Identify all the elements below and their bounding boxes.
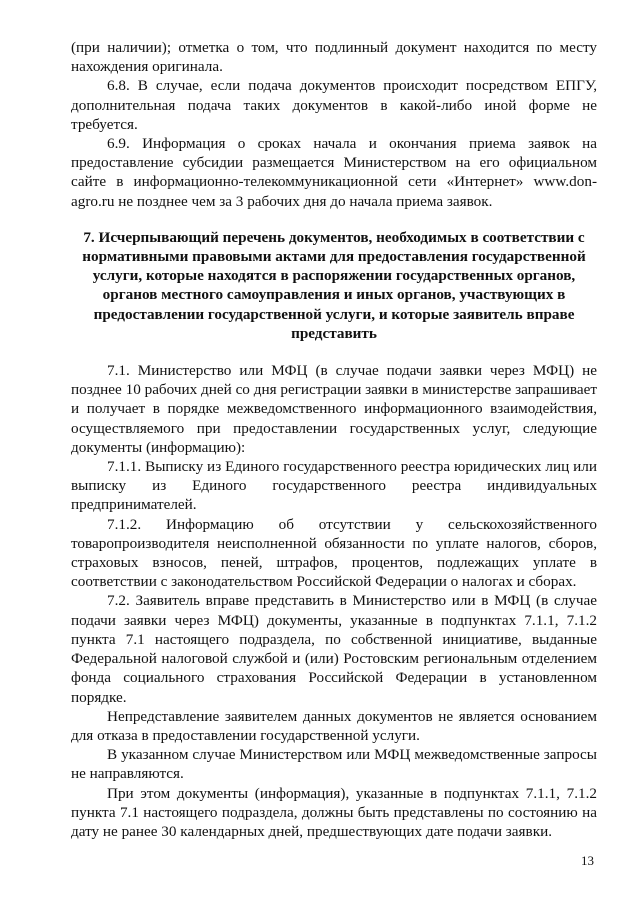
- paragraph-continuation: (при наличии); отметка о том, что подлинный документ находится по месту нахождения оригинала.: [71, 39, 597, 76]
- paragraph-7-1-1: 7.1.1. Выписку из Единого государственного реестра юридических лиц или выписку из Единого государственного реестра индивидуальных предпринимателей.: [71, 458, 597, 514]
- paragraph-6-9: 6.9. Информация о сроках начала и окончания приема заявок на предоставление субсидии размещается Министерством на его официальном сайте в информационно-телекоммуникационной сети «Интернет» www.don-agro.ru не позднее чем за 3 рабочих дня до начала приема заявок.: [71, 135, 597, 210]
- paragraph-7-1-2: 7.1.2. Информацию об отсутствии у сельскохозяйственного товаропроизводителя неисполненной обязанности по уплате налогов, сборов, страховых взносов, пеней, штрафов, процентов, подлежащих уплате в соответствии с законодательством Российской Федерации о налогах и сборах.: [71, 515, 597, 591]
- paragraph-date-requirement: При этом документы (информация), указанные в подпунктах 7.1.1, 7.1.2 пункта 7.1 настоящего подраздела, должны быть представлены по состоянию на дату не ранее 30 календарных дней, предшествующих дате подачи заявки.: [71, 784, 597, 840]
- paragraph-no-requests: В указанном случае Министерством или МФЦ межведомственные запросы не направляются.: [71, 746, 597, 783]
- paragraph-7-2: 7.2. Заявитель вправе представить в Министерство или в МФЦ (в случае подачи заявки через МФЦ) документы, указанные в подпунктах 7.1.1, 7.1.2 пункта 7.1 настоящего подраздела, по собственной инициативе, выданные Федеральной налоговой службой и (или) Ростовским региональным отделением фонда социального страхования Российской Федерации в установленном порядке.: [71, 592, 597, 706]
- page-number: 13: [581, 853, 594, 868]
- page-content: [71, 38, 597, 841]
- paragraph-7-1: 7.1. Министерство или МФЦ (в случае подачи заявки через МФЦ) не позднее 10 рабочих дней со дня регистрации заявки в министерстве запрашивает и получает в порядке межведомственного информационного взаимодействия, осуществляемого при предоставлении государственных услуг, следующие документы (информацию):: [71, 362, 597, 456]
- paragraph-non-submission: Непредставление заявителем данных документов не является основанием для отказа в предоставлении государственной услуги.: [71, 707, 597, 744]
- section-7-title: 7. Исчерпывающий перечень документов, необходимых в соответствии с нормативными правовыми актами для предоставления государственной услуги, которые находятся в распоряжении государственных органов, органов местного самоуправления и иных органов, участвующих в предоставлении государственной услуги, и которые заявитель вправе представить: [82, 228, 586, 342]
- paragraph-6-8: 6.8. В случае, если подача документов происходит посредством ЕПГУ, дополнительная подача таких документов в какой-либо иной форме не требуется.: [71, 77, 597, 133]
